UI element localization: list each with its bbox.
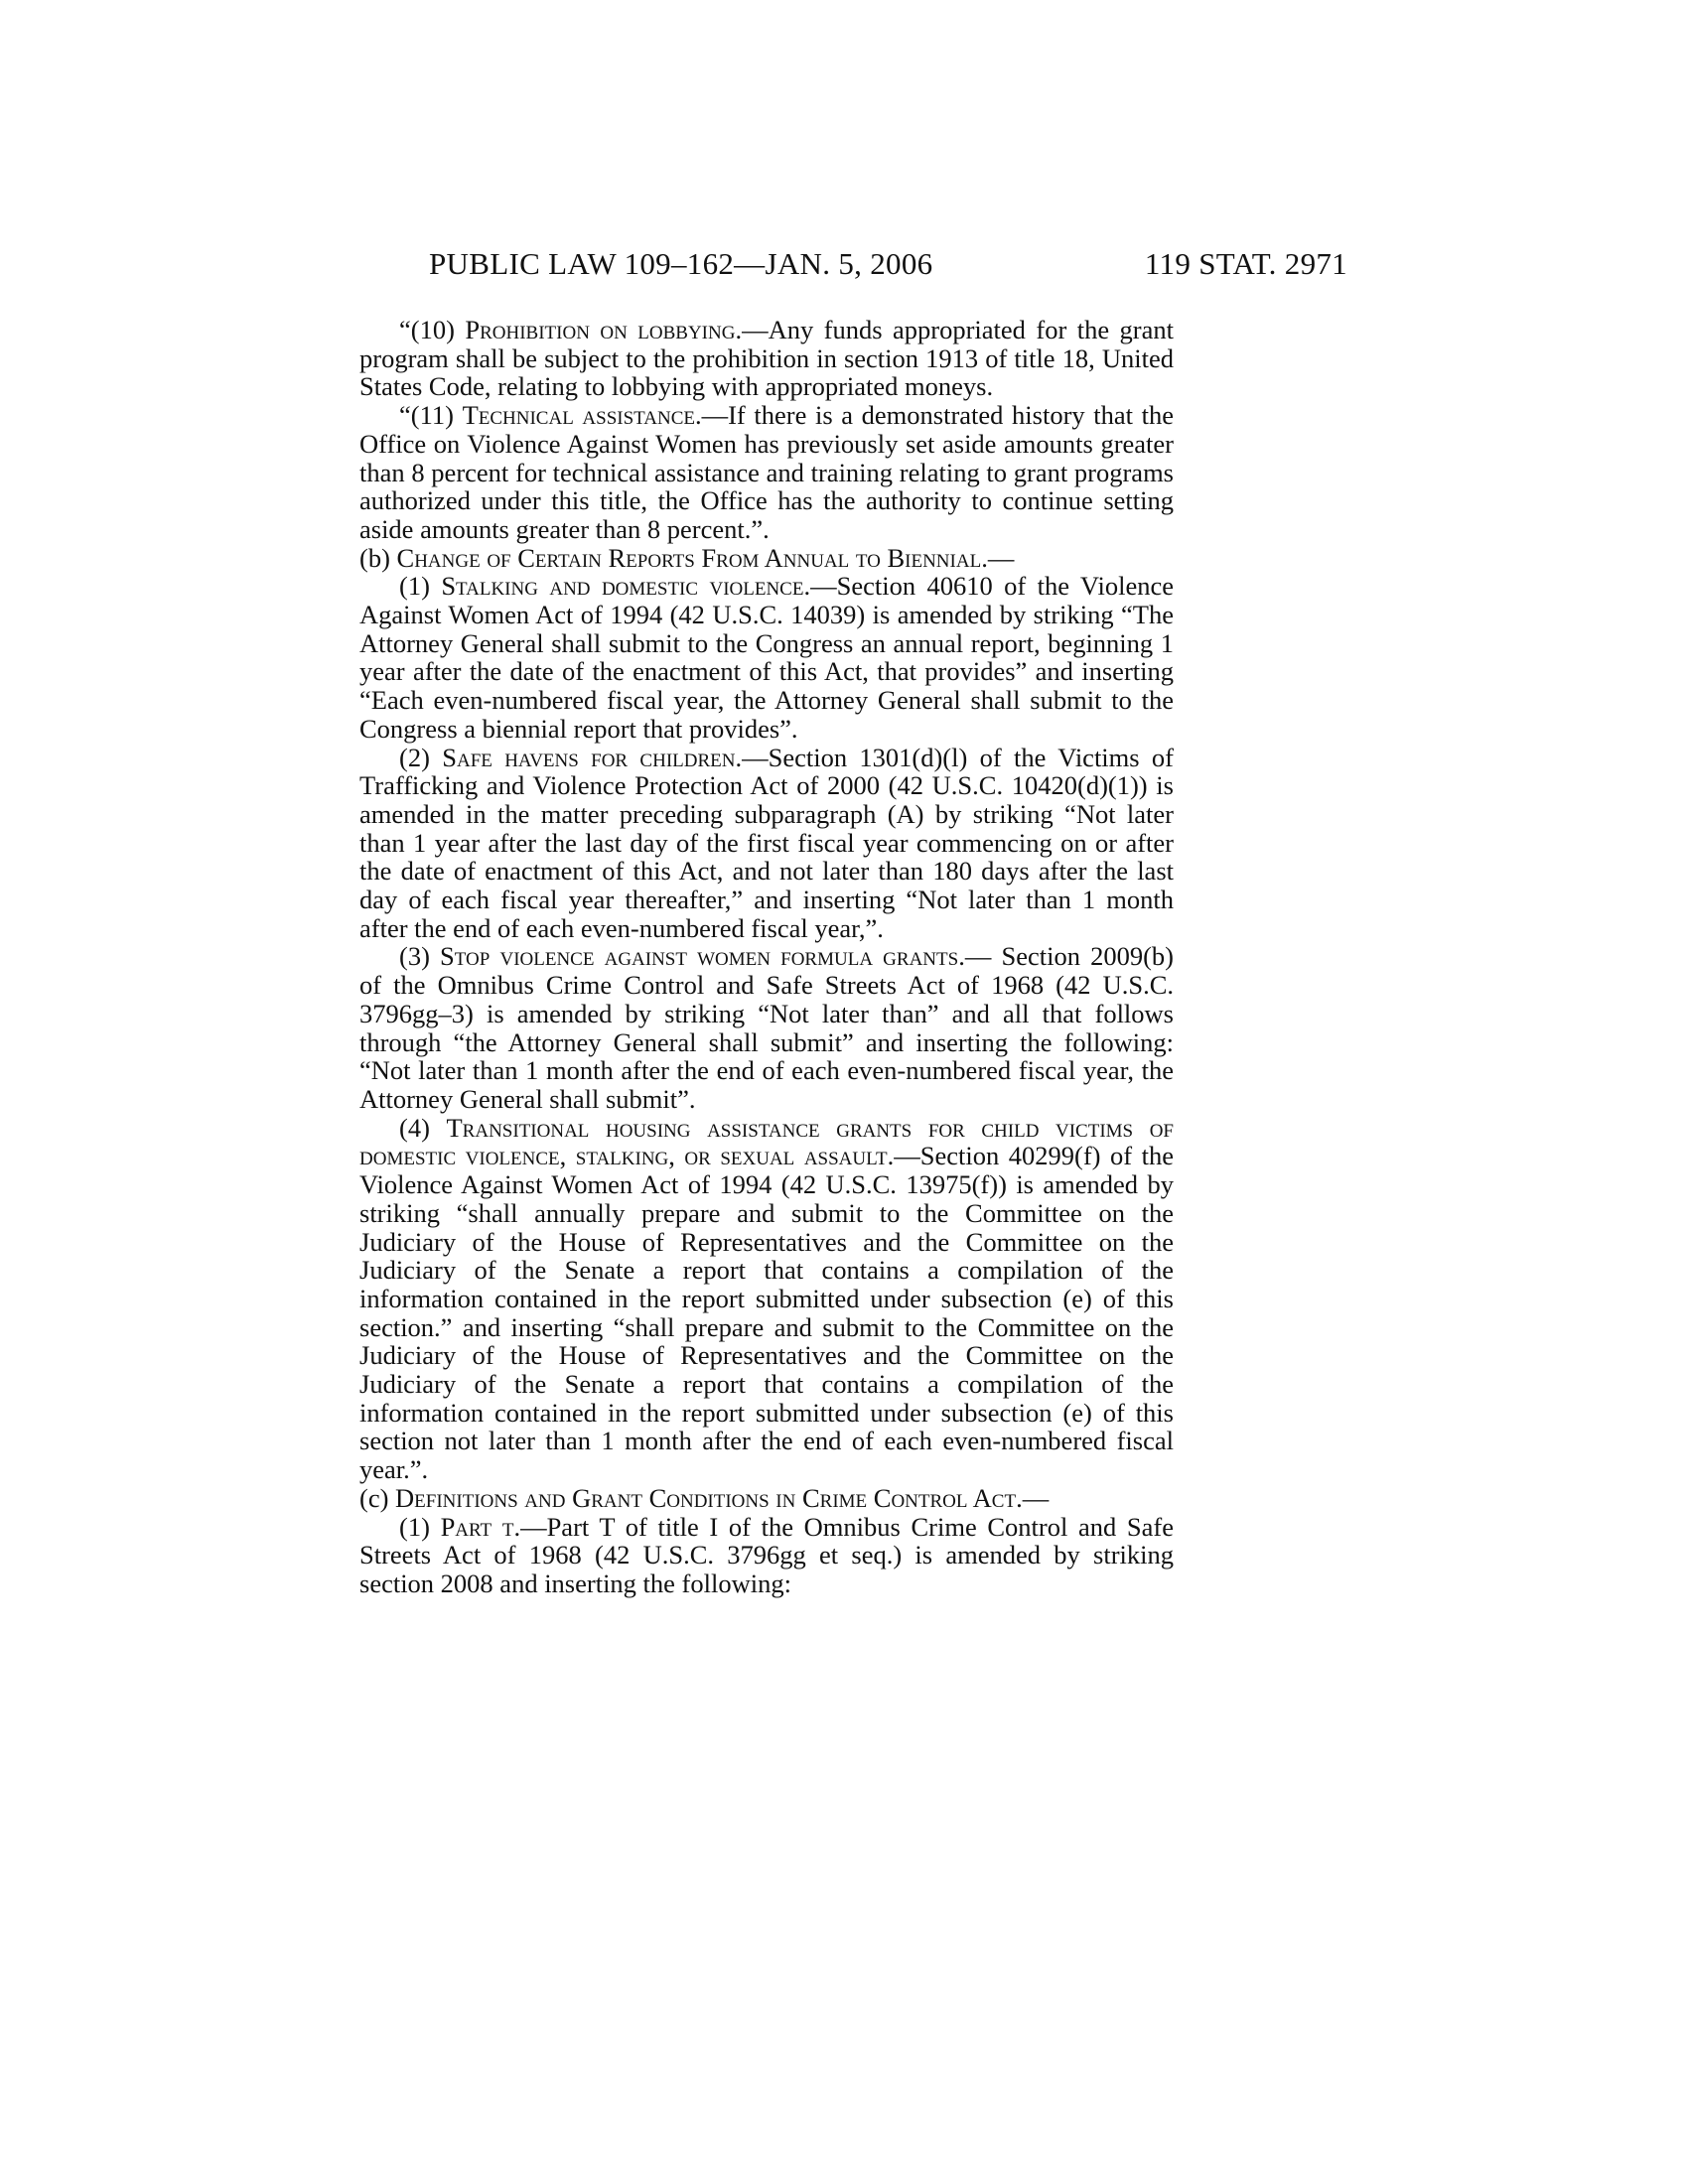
- public-law-citation: PUBLIC LAW 109–162—JAN. 5, 2006: [429, 246, 933, 281]
- paragraph-1-stalking-domestic-violence: (1) Stalking and domestic violence.—Section 40610 of the Violence Against Women Act of 1994 (42 U.S.C. 14039) is amended by striking “The Attorney General shall submit to the Congress an annual report, beginning 1 year after the date of the enactment of this Act, that provides” and inserting “Each even-numbered fiscal year, the Attorney General shall submit to the Congress a biennial report that provides”.: [359, 571, 1174, 744]
- paragraph-4-transitional-housing: (4) Transitional housing assistance grants for child victims of domestic violence, stalking, or sexual assault.—Section 40299(f) of the Violence Against Women Act of 1994 (42 U.S.C. 13975(f)) is amended by striking “shall annually prepare and submit to the Committee on the Judiciary of the House of Representatives and the Committee on the Judiciary of the Senate a report that contains a compilation of the information contained in the report submitted under subsection (e) of this section.” and inserting “shall prepare and submit to the Committee on the Judiciary of the House of Representatives and the Committee on the Judiciary of the Senate a report that contains a compilation of the information contained in the report submitted under subsection (e) of this section not later than 1 month after the end of each even-numbered fiscal year.”.: [359, 1112, 1174, 1485]
- paragraph-heading: Stop violence against women formula grants: [440, 941, 959, 972]
- page-header: [357, 244, 1350, 284]
- paragraph-heading: Safe havens for children: [442, 742, 736, 772]
- paragraph-1-part-t: (1) Part t.—Part T of title I of the Omnibus Crime Control and Safe Streets Act of 1968 (42 U.S.C. 3796gg et seq.) is amended by striking section 2008 and inserting the following:: [359, 1511, 1175, 1598]
- subsection-heading: Change of Certain Reports From Annual to Biennial: [396, 542, 982, 573]
- statute-page-number: 119 STAT. 2971: [1144, 246, 1347, 281]
- paragraph-heading: Transitional housing assistance grants for child victims of domestic violence, stalking, or sexual assault: [359, 1112, 1174, 1171]
- paragraph-heading: Technical assistance: [462, 400, 695, 431]
- subsection-c-heading: (c) Definitions and Grant Conditions in Crime Control Act.—: [359, 1482, 1050, 1513]
- paragraph-10-prohibition-on-lobbying: “(10) Prohibition on lobbying.—Any funds appropriated for the grant program shall be subject to the prohibition in section 1913 of title 18, United States Code, relating to lobbying with appropriated moneys.: [359, 315, 1174, 402]
- document-body: [359, 316, 1174, 1598]
- subsection-b-heading: (b) Change of Certain Reports From Annual to Biennial.—: [359, 542, 1015, 573]
- paragraph-2-safe-havens: (2) Safe havens for children.—Section 1301(d)(l) of the Victims of Trafficking and Violence Protection Act of 2000 (42 U.S.C. 10420(d)(1)) is amended in the matter preceding subparagraph (A) by striking “Not later than 1 year after the last day of the first fiscal year commencing on or after the date of enactment of this Act, and not later than 180 days after the last day of each fiscal year thereafter,” and inserting “Not later than 1 month after the end of each even-numbered fiscal year,”.: [359, 742, 1174, 943]
- paragraph-heading: Stalking and domestic violence: [441, 571, 804, 602]
- paragraph-heading: Part t: [440, 1511, 514, 1542]
- paragraph-heading: Prohibition on lobbying: [465, 315, 736, 344]
- subsection-heading: Definitions and Grant Conditions in Crime Control Act: [395, 1482, 1017, 1513]
- paragraph-3-stop-violence-grants: (3) Stop violence against women formula grants.— Section 2009(b) of the Omnibus Crime Control and Safe Streets Act of 1968 (42 U.S.C. 3796gg–3) is amended by striking “Not later than” and all that follows through “the Attorney General shall submit” and inserting the following: “Not later than 1 month after the end of each even-numbered fiscal year, the Attorney General shall submit”.: [359, 941, 1174, 1114]
- paragraph-11-technical-assistance: “(11) Technical assistance.—If there is a demonstrated history that the Office on Violence Against Women has previously set aside amounts greater than 8 percent for technical assistance and training relating to grant programs authorized under this title, the Office has the authority to continue setting aside amounts greater than 8 percent.”.: [359, 400, 1174, 544]
